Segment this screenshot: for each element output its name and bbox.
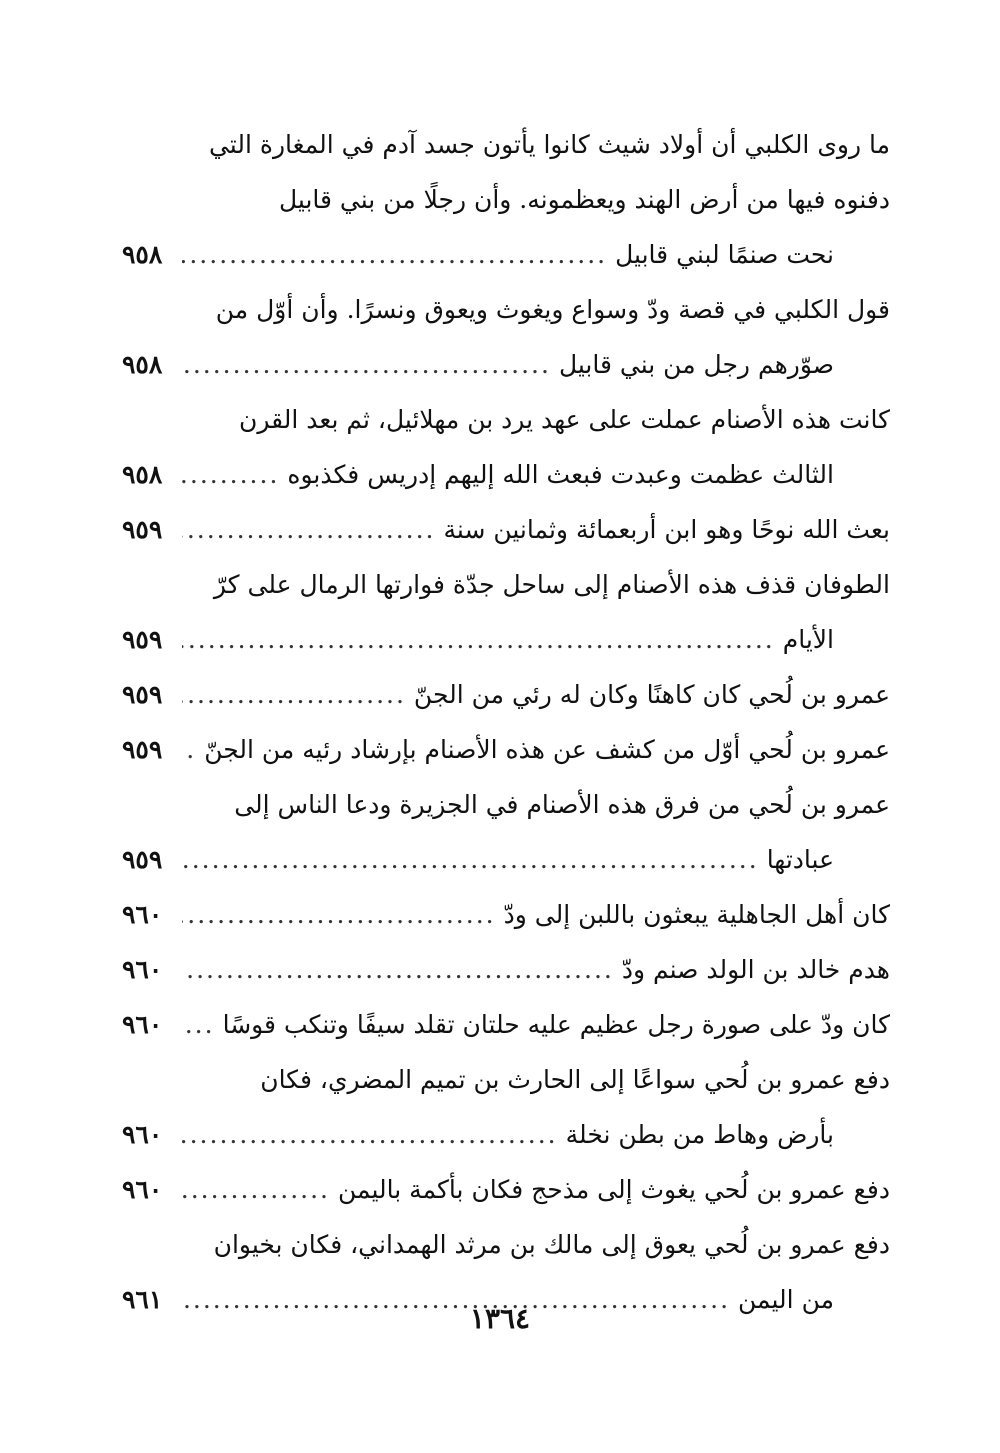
entry-text: صوّرهم رجل من بني قابيل	[558, 350, 834, 379]
dot-leader	[182, 502, 436, 557]
entry-text: بعث الله نوحًا وهو ابن أربعمائة وثمانين سنة	[443, 515, 890, 544]
index-entry	[122, 557, 890, 667]
entry-text-line: عمرو بن لُحي من فرق هذه الأصنام في الجزيرة ودعا الناس إلى	[234, 790, 890, 819]
index-entry	[122, 1052, 890, 1162]
entry-text-line: الطوفان قذف هذه الأصنام إلى ساحل جدّة فوارتها الرمال على كرّ	[213, 570, 890, 599]
entry-last-line	[122, 667, 890, 722]
index-entry	[122, 282, 890, 392]
entry-text: كان أهل الجاهلية يبعثون باللبن إلى ودّ	[503, 900, 890, 929]
dot-leader	[182, 997, 215, 1052]
page-reference: ٩٦٠	[122, 1175, 163, 1204]
page-reference: ٩٥٩	[122, 515, 163, 544]
page-reference: ٩٦٠	[122, 1010, 163, 1039]
dot-leader	[182, 447, 279, 502]
page-number: ١٣٦٤	[469, 1302, 531, 1335]
index-entry	[122, 777, 890, 887]
entry-text: عبادتها	[766, 845, 834, 874]
entry-last-line	[122, 1107, 890, 1162]
entry-text: نحت صنمًا لبني قابيل	[615, 240, 834, 269]
dot-leader	[182, 1162, 330, 1217]
page-reference: ٩٥٨	[122, 350, 163, 379]
dot-leader	[182, 722, 196, 777]
index-list	[122, 117, 890, 1327]
page-reference: ٩٦٠	[122, 1120, 163, 1149]
entry-last-line	[122, 1162, 890, 1217]
entry-last-line	[122, 612, 890, 667]
page-reference: ٩٦١	[122, 1285, 163, 1314]
index-entry	[122, 392, 890, 502]
page-reference: ٩٥٩	[122, 625, 163, 654]
entry-text-line: قول الكلبي في قصة ودّ وسواع ويغوث ويعوق ونسرًا. وأن أوّل من	[215, 295, 890, 324]
page-reference: ٩٥٩	[122, 680, 163, 709]
entry-text-line: دفنوه فيها من أرض الهند ويعظمونه. وأن رجلًا من بني قابيل	[278, 185, 890, 214]
entry-last-line	[122, 502, 890, 557]
dot-leader	[182, 612, 775, 667]
dot-leader	[182, 337, 551, 392]
entry-last-line	[122, 722, 890, 777]
index-entry	[122, 997, 890, 1052]
entry-text: دفع عمرو بن لُحي يغوث إلى مذحج فكان بأكمة باليمن	[338, 1175, 890, 1204]
dot-leader	[182, 1107, 558, 1162]
entry-last-line	[122, 887, 890, 942]
entry-last-line	[122, 337, 890, 392]
entry-text: عمرو بن لُحي أوّل من كشف عن هذه الأصنام بإرشاد رئيه من الجنّ	[204, 735, 890, 764]
index-entry	[122, 667, 890, 722]
dot-leader	[182, 942, 614, 997]
entry-text: كان ودّ على صورة رجل عظيم عليه حلتان تقلد سيفًا وتنكب قوسًا	[222, 1010, 890, 1039]
entry-text: هدم خالد بن الولد صنم ودّ	[621, 955, 890, 984]
entry-text: بأرض وهاط من بطن نخلة	[565, 1120, 834, 1149]
dot-leader	[182, 832, 759, 887]
page-reference: ٩٥٨	[122, 460, 163, 489]
entry-text: عمرو بن لُحي كان كاهنًا وكان له رئي من الجنّ	[413, 680, 890, 709]
entry-last-line	[122, 832, 890, 887]
entry-last-line	[122, 447, 890, 502]
page-reference: ٩٥٩	[122, 845, 163, 874]
index-entry	[122, 942, 890, 997]
index-entry	[122, 117, 890, 282]
entry-last-line	[122, 227, 890, 282]
entry-text: الثالث عظمت وعبدت فبعث الله إليهم إدريس فكذبوه	[287, 460, 834, 489]
page-reference: ٩٦٠	[122, 900, 163, 929]
entry-text-line: كانت هذه الأصنام عملت على عهد يرد بن مهلائيل، ثم بعد القرن	[238, 405, 890, 434]
index-entry	[122, 502, 890, 557]
page-reference: ٩٦٠	[122, 955, 163, 984]
entry-text: من اليمن	[738, 1285, 834, 1314]
dot-leader	[182, 667, 406, 722]
entry-text-line: ما روى الكلبي أن أولاد شيث كانوا يأتون جسد آدم في المغارة التي	[208, 130, 890, 159]
entry-last-line	[122, 942, 890, 997]
entry-last-line	[122, 997, 890, 1052]
index-entry	[122, 722, 890, 777]
index-entry	[122, 887, 890, 942]
entry-text-line: دفع عمرو بن لُحي يعوق إلى مالك بن مرثد الهمداني، فكان بخيوان	[213, 1230, 890, 1259]
entry-text-line: دفع عمرو بن لُحي سواعًا إلى الحارث بن تميم المضري، فكان	[260, 1065, 890, 1094]
entry-text: الأيام	[782, 625, 834, 654]
dot-leader	[182, 887, 496, 942]
index-entry	[122, 1162, 890, 1217]
dot-leader	[182, 227, 607, 282]
page-reference: ٩٥٩	[122, 735, 163, 764]
page-reference: ٩٥٨	[122, 240, 163, 269]
